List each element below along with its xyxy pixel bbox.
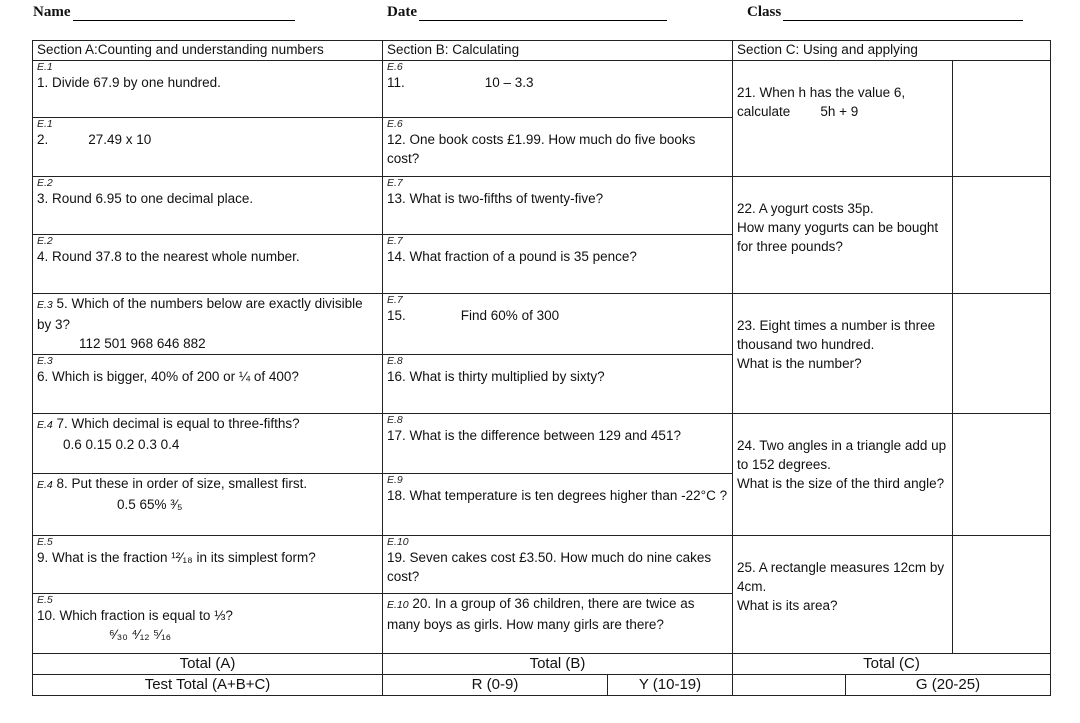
name-line[interactable]	[73, 20, 295, 21]
objective-code: E.1	[37, 118, 53, 130]
objective-code: E.4	[37, 479, 53, 491]
question-text: 16. What is thirty multiplied by sixty?	[387, 369, 605, 384]
objective-code: E.2	[37, 177, 53, 189]
question-b19	[383, 536, 733, 594]
question-line2: What is the size of the third angle?	[737, 476, 945, 491]
band-cells	[383, 675, 733, 696]
total-b[interactable]: Total (B)	[383, 654, 733, 675]
question-a5	[33, 294, 383, 355]
question-text: 8. Put these in order of size, smallest first.	[52, 476, 308, 491]
class-field[interactable]	[747, 4, 1023, 21]
band-green[interactable]: G (20-25)	[915, 676, 981, 693]
question-text: 24. Two angles in a triangle add up to 152 degrees.	[737, 438, 947, 472]
section-a-title: Section A:Counting and understanding numbers	[33, 41, 383, 61]
question-text: 3. Round 6.95 to one decimal place.	[37, 191, 254, 206]
question-number: 2.	[37, 132, 49, 147]
question-text: 1. Divide 67.9 by one hundred.	[37, 75, 221, 90]
question-b15	[383, 294, 733, 355]
mark-box-c24[interactable]	[953, 414, 1051, 536]
question-text: 14. What fraction of a pound is 35 pence?	[387, 249, 637, 264]
question-a7	[33, 414, 383, 474]
question-c25	[733, 536, 953, 654]
band-green-cell	[733, 675, 1051, 696]
question-text: 9. What is the fraction ¹²⁄₁₈ in its simplest form?	[37, 550, 316, 565]
name-label: Name	[33, 4, 71, 20]
band-red[interactable]: R (0-9)	[383, 675, 608, 695]
question-a3	[33, 177, 383, 235]
question-line2: What is its area?	[737, 598, 838, 613]
question-text: 20. In a group of 36 children, there are twice as many boys as girls. How many girls are there?	[387, 596, 695, 632]
question-text: 23. Eight times a number is three thousand two hundred.	[737, 318, 936, 352]
question-b17	[383, 414, 733, 474]
objective-code: E.10	[387, 599, 409, 611]
question-text: 17. What is the difference between 129 and 451?	[387, 428, 681, 443]
objective-code: E.2	[37, 235, 53, 247]
mark-box-c22[interactable]	[953, 177, 1051, 294]
objective-code: E.6	[387, 118, 403, 130]
expression: 5h + 9	[820, 104, 859, 119]
objective-code: E.3	[37, 299, 53, 311]
class-line[interactable]	[783, 20, 1023, 21]
total-c[interactable]: Total (C)	[733, 654, 1051, 675]
question-b20	[383, 594, 733, 654]
question-b12	[383, 118, 733, 177]
answer-options: 0.6 0.15 0.2 0.3 0.4	[63, 437, 180, 452]
objective-code: E.4	[37, 419, 53, 431]
question-a1	[33, 61, 383, 118]
test-total[interactable]: Test Total (A+B+C)	[33, 675, 383, 696]
section-b-title: Section B: Calculating	[383, 41, 733, 61]
question-c24	[733, 414, 953, 536]
question-line2: calculate	[737, 104, 791, 119]
mark-box-c23[interactable]	[953, 294, 1051, 414]
objective-code: E.3	[37, 355, 53, 367]
question-a2	[33, 118, 383, 177]
objective-code: E.5	[37, 594, 53, 606]
question-text: 10 – 3.3	[484, 75, 534, 90]
date-line[interactable]	[419, 20, 667, 21]
question-c22	[733, 177, 953, 294]
question-text: 19. Seven cakes cost £3.50. How much do nine cakes cost?	[387, 550, 712, 584]
question-b13	[383, 177, 733, 235]
date-label: Date	[387, 4, 417, 20]
section-c-title: Section C: Using and applying	[733, 41, 1051, 61]
question-b14	[383, 235, 733, 294]
mark-box-c25[interactable]	[953, 536, 1051, 654]
objective-code: E.6	[387, 61, 403, 73]
date-field[interactable]	[387, 4, 667, 21]
question-text: 5. Which of the numbers below are exactly divisible by 3?	[37, 296, 363, 332]
question-text: 7. Which decimal is equal to three-fifths?	[52, 416, 300, 431]
objective-code: E.1	[37, 61, 53, 73]
question-a8	[33, 474, 383, 536]
objective-code: E.7	[387, 235, 403, 247]
question-a10	[33, 594, 383, 654]
question-text: 18. What temperature is ten degrees higher than -22°C ?	[387, 488, 728, 503]
mark-box-c21[interactable]	[953, 61, 1051, 177]
question-c23	[733, 294, 953, 414]
total-a[interactable]: Total (A)	[33, 654, 383, 675]
question-text: 6. Which is bigger, 40% of 200 or ¼ of 400?	[37, 369, 299, 384]
question-text: 21. When h has the value 6,	[737, 85, 906, 100]
question-line2: How many yogurts can be bought for three pounds?	[737, 220, 939, 254]
class-label: Class	[747, 4, 782, 20]
question-b16	[383, 355, 733, 414]
question-c21	[733, 61, 953, 177]
question-a4	[33, 235, 383, 294]
question-a6	[33, 355, 383, 414]
answer-options: 112 501 968 646 882	[79, 336, 206, 351]
band-yellow-extend	[733, 675, 846, 695]
question-text: 4. Round 37.8 to the nearest whole number.	[37, 249, 300, 264]
question-b11	[383, 61, 733, 118]
objective-code: E.10	[387, 536, 409, 548]
question-text: 22. A yogurt costs 35p.	[737, 201, 874, 216]
question-text: Find 60% of 300	[460, 308, 560, 323]
objective-code: E.8	[387, 414, 403, 426]
question-a9	[33, 536, 383, 594]
question-text: 10. Which fraction is equal to ⅓?	[37, 608, 233, 623]
objective-code: E.7	[387, 294, 403, 306]
question-text: 12. One book costs £1.99. How much do five books cost?	[387, 132, 696, 166]
objective-code: E.7	[387, 177, 403, 189]
answer-options: ⁶⁄₃₀ ⁴⁄₁₂ ⁵⁄₁₆	[109, 627, 172, 642]
answer-options: 0.5 65% ³⁄₅	[117, 497, 183, 512]
question-text: 25. A rectangle measures 12cm by 4cm.	[737, 560, 945, 594]
objective-code: E.9	[387, 474, 403, 486]
objective-code: E.8	[387, 355, 403, 367]
question-number: 15.	[387, 308, 406, 323]
question-text: 27.49 x 10	[88, 132, 152, 147]
question-number: 11.	[387, 75, 405, 90]
question-b18	[383, 474, 733, 536]
objective-code: E.5	[37, 536, 53, 548]
test-table	[32, 40, 1051, 696]
band-yellow[interactable]: Y (10-19)	[638, 676, 702, 693]
name-field[interactable]	[33, 4, 295, 21]
question-text: 13. What is two-fifths of twenty-five?	[387, 191, 604, 206]
question-line2: What is the number?	[737, 356, 862, 371]
